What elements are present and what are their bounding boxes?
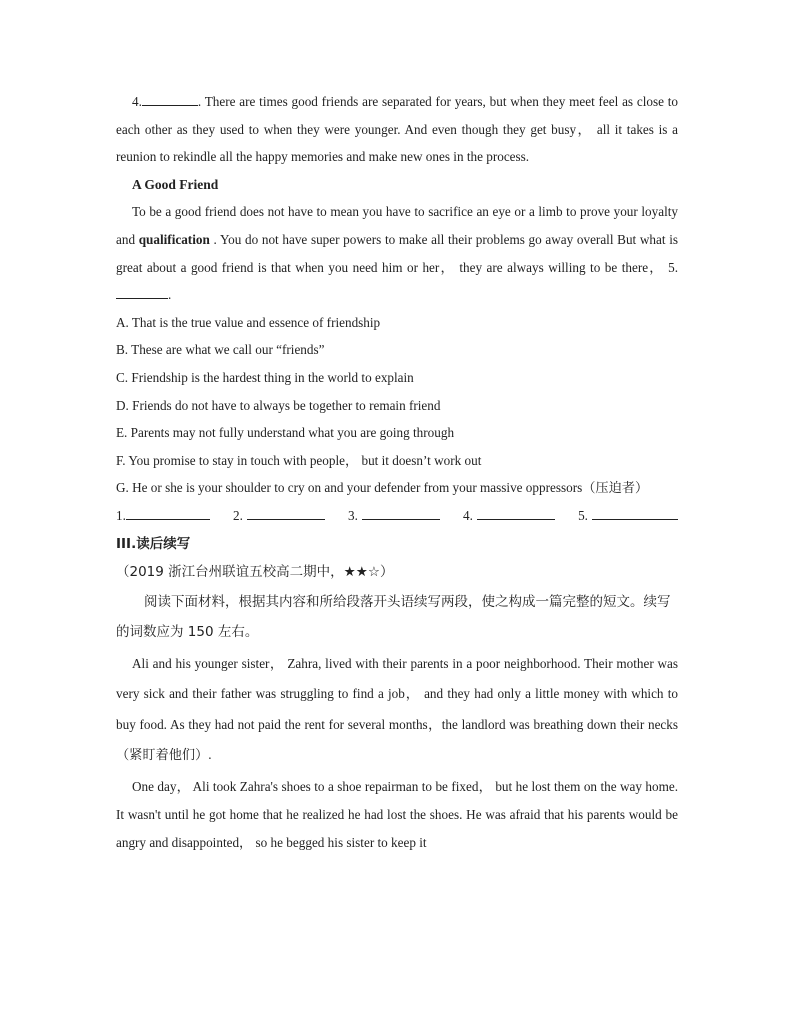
- blank-4-number: 4.: [132, 94, 142, 109]
- answer-2: [233, 502, 325, 529]
- answer-1: [116, 502, 210, 529]
- document-page: [116, 88, 678, 857]
- answer-2-line[interactable]: [247, 505, 325, 520]
- option-g: G. He or she is your shoulder to cry on and your defender from your massive oppressors（压迫者）: [116, 480, 649, 496]
- paragraph-5-end: .: [168, 287, 172, 303]
- option-a: A. That is the true value and essence of friendship: [116, 314, 381, 330]
- answer-1-line[interactable]: [126, 505, 210, 520]
- answer-2-label: 2.: [233, 507, 243, 523]
- paragraph-5-text-after: . You do not have super powers to make all their problems go away overall But what is great about a good friend is that when you need him or her， they are always willing to be there， 5.: [116, 231, 678, 275]
- option-f: F. You promise to stay in touch with people， but it doesn’t work out: [116, 452, 482, 468]
- blank-5-line[interactable]: [116, 284, 168, 299]
- answer-5: [578, 502, 678, 529]
- answer-3-label: 3.: [348, 507, 358, 523]
- option-d: D. Friends do not have to always be together to remain friend: [116, 397, 441, 413]
- answer-3-line[interactable]: [362, 505, 440, 520]
- answer-1-label: 1.: [116, 507, 126, 523]
- option-b: B. These are what we call our “friends”: [116, 342, 325, 358]
- section-3-instruction: 阅读下面材料，根据其内容和所给段落开头语续写两段，使之构成一篇完整的短文。续写的词数应为 150 左右。: [116, 593, 671, 640]
- story-paragraph-2: One day， Ali took Zahra's shoes to a shoe repairman to be fixed， but he lost them on the way home. It wasn't until he got home that he realized he had lost the shoes. He was afraid that his parents would be angry and disappointed， so he begged his sister to keep it: [116, 778, 678, 850]
- section-3-title: III.读后续写: [116, 535, 191, 552]
- blank-4-line[interactable]: [142, 91, 198, 106]
- answer-4-line[interactable]: [477, 505, 555, 520]
- paragraph-5: [116, 198, 678, 308]
- paragraph-5-text-before: To be a good friend does not have to mean you have to sacrifice an eye or a limb to prove your loyalty and: [116, 204, 678, 247]
- options-list: [116, 309, 678, 502]
- answer-5-label: 5.: [578, 507, 588, 523]
- paragraph-5-bold-word: qualification: [138, 231, 210, 247]
- paragraph-4: [116, 88, 678, 171]
- option-c: C. Friendship is the hardest thing in the world to explain: [116, 369, 414, 385]
- section-3-source: （2019 浙江台州联谊五校高二期中，★★☆）: [116, 563, 394, 580]
- paragraph-4-text: . There are times good friends are separated for years, but when they meet feel as close to each other as they used to when they were younger. And even though they get busy， all it takes is a reunion to rekindle all the happy memories and make new ones in the process.: [116, 94, 678, 165]
- answer-4: [463, 502, 555, 529]
- answer-4-label: 4.: [463, 507, 473, 523]
- answer-3: [348, 502, 440, 529]
- passage-heading: A Good Friend: [132, 176, 219, 192]
- answer-5-line[interactable]: [592, 505, 678, 520]
- option-e: E. Parents may not fully understand what you are going through: [116, 425, 455, 441]
- answer-blanks: [116, 502, 678, 529]
- story-paragraph-1: Ali and his younger sister， Zahra, lived with their parents in a poor neighborhood. Their mother was very sick and their father was struggling to find a job， and they had only a little money with which to buy food. As they had not paid the rent for several months，the landlord was breathing down their necks（紧盯着他们）.: [116, 655, 678, 763]
